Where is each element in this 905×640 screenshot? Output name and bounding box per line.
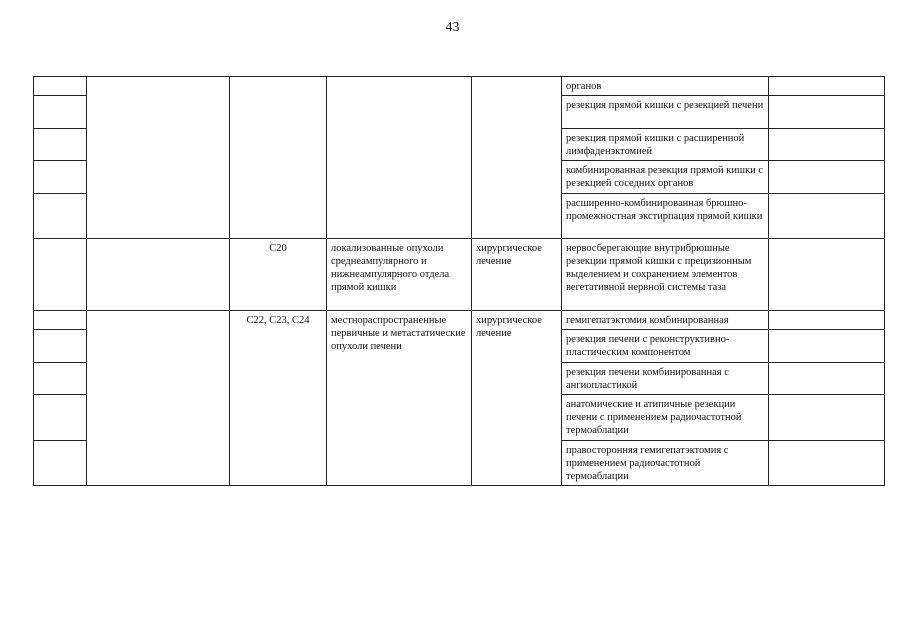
treatment-type-cell <box>472 77 562 239</box>
method-cell: органов <box>562 77 769 96</box>
number-cell <box>34 77 87 96</box>
method-cell: гемигепатэктомия комбинированная <box>562 311 769 330</box>
treatment-type-cell: хирургическое лечение <box>472 311 562 486</box>
profile-cell <box>87 239 230 311</box>
table-row <box>34 77 885 96</box>
diagnosis-cell: локализованные опухоли среднеампулярного и нижнеампулярного отдела прямой кишки <box>327 239 472 311</box>
profile-cell <box>87 77 230 239</box>
number-cell <box>34 395 87 441</box>
cost-cell <box>769 161 885 194</box>
profile-cell <box>87 311 230 486</box>
number-cell <box>34 311 87 330</box>
treatment-type-cell: хирургическое лечение <box>472 239 562 311</box>
method-cell: правосторонняя гемигепатэктомия с применением радиочастотной термоаблации <box>562 441 769 486</box>
method-cell: нервосберегающие внутрибрюшные резекции прямой кишки с прецизионным выделением и сохранением элементов вегетативной нервной системы таза <box>562 239 769 311</box>
code-cell <box>230 77 327 239</box>
page-number: 43 <box>445 20 460 35</box>
cost-cell <box>769 441 885 486</box>
cost-cell <box>769 395 885 441</box>
number-cell <box>34 96 87 129</box>
method-cell: резекция печени комбинированная с ангиопластикой <box>562 363 769 395</box>
method-cell: комбинированная резекция прямой кишки с резекцией соседних органов <box>562 161 769 194</box>
method-cell: резекция печени с реконструктивно-пластическим компонентом <box>562 330 769 363</box>
cost-cell <box>769 194 885 239</box>
code-cell: C22, C23, C24 <box>230 311 327 486</box>
method-cell: анатомические и атипичные резекции печени с применением радиочастотной термоаблации <box>562 395 769 441</box>
number-cell <box>34 129 87 161</box>
cost-cell <box>769 96 885 129</box>
code-cell: C20 <box>230 239 327 311</box>
table-row <box>34 239 885 311</box>
number-cell <box>34 194 87 239</box>
number-cell <box>34 441 87 486</box>
cost-cell <box>769 363 885 395</box>
cost-cell <box>769 311 885 330</box>
number-cell <box>34 363 87 395</box>
cost-cell <box>769 330 885 363</box>
diagnosis-cell: местнораспространенные первичные и метастатические опухоли печени <box>327 311 472 486</box>
number-cell <box>34 239 87 311</box>
cost-cell <box>769 239 885 311</box>
number-cell <box>34 330 87 363</box>
method-cell: резекция прямой кишки с резекцией печени <box>562 96 769 129</box>
method-cell: расширенно-комбинированная брюшно-промежностная экстирпация прямой кишки <box>562 194 769 239</box>
number-cell <box>34 161 87 194</box>
method-cell: резекция прямой кишки с расширенной лимфаденэктомией <box>562 129 769 161</box>
cost-cell <box>769 129 885 161</box>
table-row <box>34 311 885 330</box>
cost-cell <box>769 77 885 96</box>
treatment-table <box>33 76 885 486</box>
diagnosis-cell <box>327 77 472 239</box>
